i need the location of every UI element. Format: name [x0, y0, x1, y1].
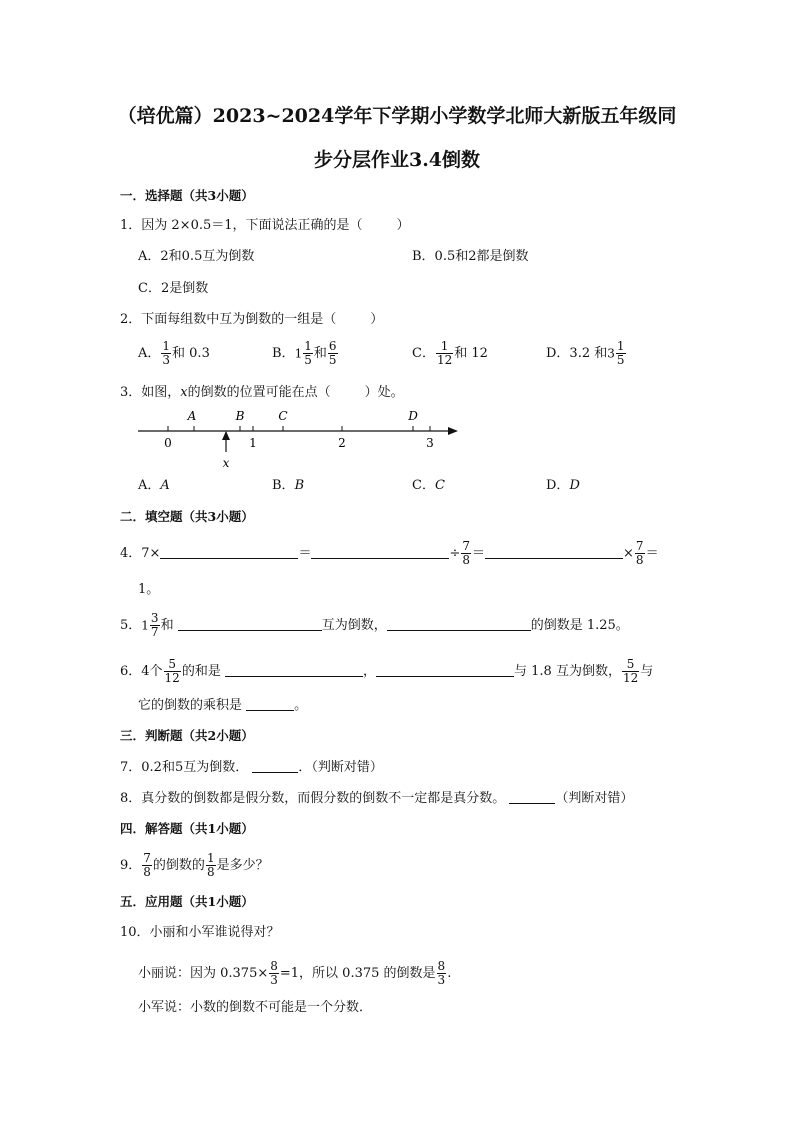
q6-blank-2[interactable]: [376, 662, 514, 677]
q10-fraction-2: $\frac{8}{3}$: [437, 959, 446, 987]
q4-blank-3[interactable]: [485, 544, 623, 559]
q2-stem: 2．下面每组数中互为倒数的一组是（: [120, 312, 337, 327]
q3-option-a: A．A: [138, 478, 170, 493]
q2-b-fraction: $\frac{6}{5}$: [328, 339, 337, 367]
section-judge: 三．判断题（共2小题）: [120, 728, 254, 743]
q2-option-d: D．3.2 和3 $\frac{1}{5}$: [546, 339, 625, 367]
point-label-a: A: [187, 409, 197, 423]
q1-stem: 1．因为 2×0.5＝1，下面说法正确的是（: [120, 218, 363, 233]
question-9: 9． $\frac{7}{8}$ 的倒数的 $\frac{1}{8}$ 是多少？: [120, 851, 269, 879]
q3-option-c: C．C: [412, 478, 445, 493]
tick-label-2: 2: [338, 436, 346, 450]
x-arrow-label: x: [222, 456, 230, 470]
title-line-1: （培优篇）2023~2024学年下学期小学数学北师大新版五年级同: [117, 105, 677, 127]
q4-tail: 1。: [138, 582, 160, 597]
q9-fraction-1: $\frac{7}{8}$: [143, 851, 151, 879]
q2-b-mixed: 1 $\frac{1}{5}$: [294, 339, 312, 367]
q2-c-fraction: $\frac{1}{12}$: [436, 339, 453, 367]
point-label-c: C: [278, 409, 288, 423]
question-7: 7．0.2和5互为倒数． ．（判断对错）: [120, 760, 383, 775]
q4-fraction-2: $\frac{7}{8}$: [635, 539, 644, 567]
q6-fraction-2: $\frac{5}{12}$: [622, 657, 639, 685]
question-6: 6．4个 $\frac{5}{12}$ 的和是 ， 与 1.8 互为倒数， $\frac{5}{12}$ 与: [120, 657, 654, 685]
q5-blank-2[interactable]: [387, 616, 531, 631]
q8-blank[interactable]: [509, 789, 555, 804]
q5-blank-1[interactable]: [178, 616, 322, 631]
q10-fraction-1: $\frac{8}{3}$: [270, 959, 278, 987]
q2-option-c: C． $\frac{1}{12}$ 和 12: [412, 339, 488, 367]
question-8: 8．真分数的倒数都是假分数，而假分数的倒数不一定都是真分数。 （判断对错）: [120, 791, 634, 806]
tick-label-3: 3: [426, 436, 434, 450]
q1-option-b: B．0.5和2都是倒数: [412, 249, 529, 264]
question-4: 4．7× ＝ ÷ $\frac{7}{8}$ ＝ × $\frac{7}{8}$ ＝: [120, 539, 659, 567]
q4-fraction-1: $\frac{7}{8}$: [462, 539, 470, 567]
section-application: 五．应用题（共1小题）: [120, 894, 254, 909]
q9-fraction-2: $\frac{1}{8}$: [206, 851, 215, 879]
q4-blank-2[interactable]: [311, 544, 449, 559]
question-2: [120, 310, 383, 330]
section-fill: 二．填空题（共3小题）: [120, 509, 254, 524]
q3-option-d: D．D: [546, 478, 580, 493]
question-1: [120, 216, 410, 236]
tick-label-1: 1: [249, 436, 257, 450]
point-label-d: D: [408, 409, 418, 423]
q2-option-a: A． $\frac{1}{3}$ 和 0.3: [138, 339, 210, 367]
section-answer: 四．解答题（共1小题）: [120, 821, 254, 836]
number-line-figure: [130, 402, 470, 474]
title-line-2: 步分层作业3.4倒数: [313, 149, 481, 171]
tick-label-0: 0: [164, 436, 172, 450]
section-choice: 一．选择题（共3小题）: [120, 188, 254, 203]
question-3: 3．如图，x的倒数的位置可能在点（ ）处。: [120, 385, 404, 400]
q1-option-a: A．2和0.5互为倒数: [138, 249, 255, 264]
q6-fraction-1: $\frac{5}{12}$: [164, 657, 180, 685]
q5-mixed-number: 1 $\frac{3}{7}$: [141, 611, 159, 639]
question-10: 10．小丽和小军谁说得对？: [120, 925, 280, 940]
q2-option-b: B．1 $\frac{1}{5}$ 和 $\frac{6}{5}$: [272, 339, 337, 367]
question-5: 5．1 $\frac{3}{7}$ 和 互为倒数， 的倒数是 1.25。: [120, 611, 629, 639]
q10-xiaoli: 小丽说：因为 0.375× $\frac{8}{3}$ =1，所以 0.375 的倒数是 $\frac{8}{3}$ .: [138, 959, 452, 987]
q1-option-c: C．2是倒数: [138, 281, 209, 296]
q2-a-fraction: $\frac{1}{3}$: [162, 339, 171, 367]
q10-xiaojun: 小军说：小数的倒数不可能是一个分数．: [138, 1000, 373, 1015]
point-label-b: B: [235, 409, 245, 423]
q4-blank-1[interactable]: [160, 544, 298, 559]
q2-stem-end: ）: [370, 312, 384, 327]
x-arrow-head: [222, 431, 230, 440]
q6-line-2: 它的倒数的乘积是 。: [138, 698, 308, 713]
q7-blank[interactable]: [252, 758, 298, 773]
number-line-arrowhead: [448, 427, 458, 435]
q6-blank-1[interactable]: [225, 662, 363, 677]
q2-d-mixed: 3 $\frac{1}{5}$: [607, 339, 625, 367]
q3-option-b: B．B: [272, 478, 305, 493]
q1-stem-end: ）: [396, 218, 410, 233]
q6-blank-3[interactable]: [246, 696, 294, 711]
